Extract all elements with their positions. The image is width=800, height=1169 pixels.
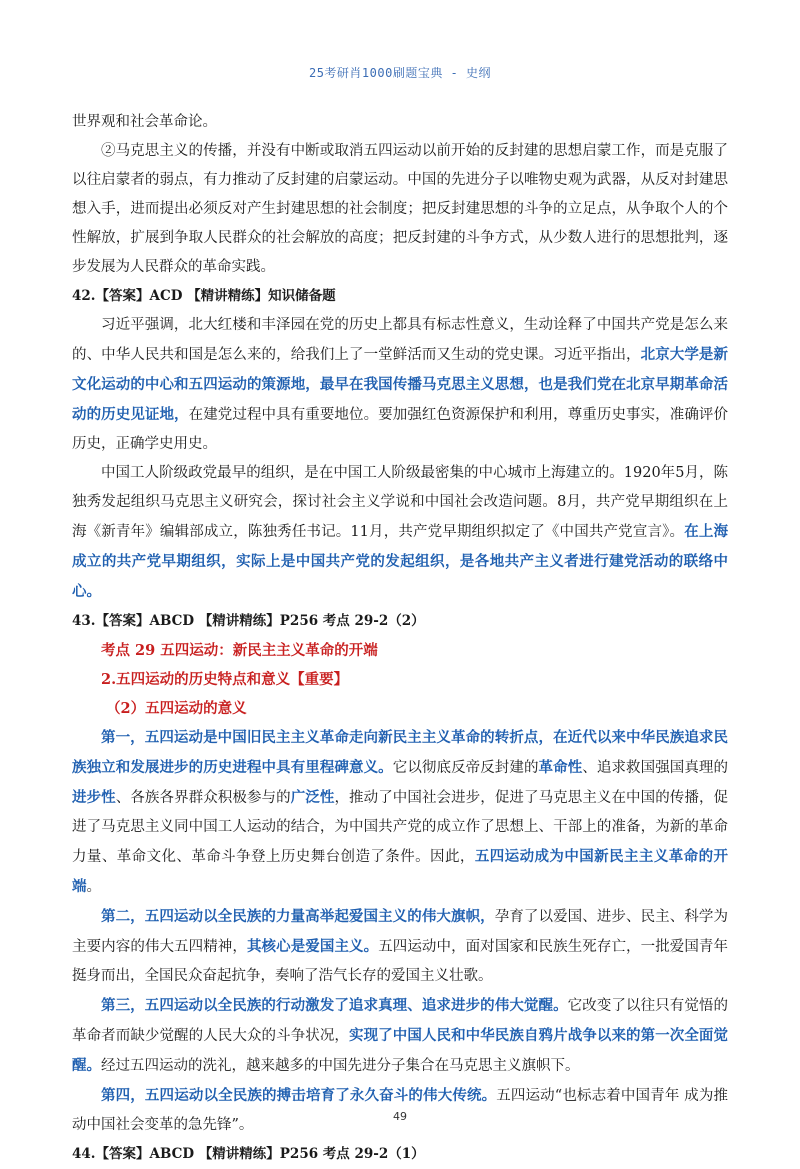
fourth-text: 五四运动“也标志着中国青年 成为推动中国社会变革的急先锋”。 — [72, 1088, 728, 1133]
first-highlight: 第一，五四运动是中国旧民主主义革命走向新民主主义革命的转折点，在近代以来中华民族追求民族独立和发展进步的历史进程中具有里程碑意义。 — [72, 729, 728, 776]
kaodian-29-title: 考点 29 五四运动：新民主主义革命的开端 — [101, 642, 378, 659]
keyword-progressive: 进步性 — [72, 789, 116, 806]
q42-paragraph-1 — [72, 311, 728, 459]
question-44-heading: 44.【答案】ABCD 【精讲精练】P256 考点 29-2（1） — [72, 1146, 425, 1162]
q42-p1-tail: 在建党过程中具有重要地位。要加强红色资源保护和利用，尊重历史事实，准确评价历史，正确学史用史。 — [72, 407, 729, 452]
first-text-4: ，推动了中国社会进步，促进了马克思主义在中国的传播，促进了马克思主义同中国工人运动的结合，为中国共产党的成立作了思想上、干部上的准备，为新的革命力量、革命文化、革命斗争登上历史舞台创造了条件。因此， — [72, 790, 729, 865]
fourth-highlight: 第四，五四运动以全民族的搏击培育了永久奋斗的伟大传统。 — [101, 1087, 497, 1104]
q42-p1-highlight: 北京大学是新文化运动的中心和五四运动的策源地，最早在我国传播马克思主义思想，也是我们党在北京早期革命活动的历史见证地， — [72, 346, 729, 423]
third-awakening: 实现了中国人民和中华民族自鸦片战争以来的第一次全面觉醒。 — [72, 1027, 729, 1074]
second-text-1: 孕育了以爱国、进步、民主、科学为主要内容的伟大五四精神， — [72, 909, 728, 955]
document-body — [72, 108, 728, 1169]
page-number: 49 — [393, 1110, 407, 1123]
second-highlight: 第二，五四运动以全民族的力量高举起爱国主义的伟大旗帜， — [101, 908, 495, 925]
q42-paragraph-2 — [72, 459, 728, 607]
keyword-extensive: 广泛性 — [290, 789, 335, 806]
first-end: 。 — [86, 879, 101, 895]
page-header: 25考研肖1000刷题宝典 - 史纲 — [308, 66, 492, 80]
second-text-2: 五四运动中，面对国家和民族生死存亡，一批爱国青年挺身而出，全国民众奋起抗争，奏响了浩气长存的爱国主义壮歌。 — [72, 939, 729, 984]
first-text-1: 它以彻底反帝反封建的 — [392, 760, 539, 776]
paragraph-continuation: 世界观和社会革命论。 — [72, 114, 217, 130]
significance-third — [72, 991, 728, 1081]
q42-p2-text: 中国工人阶级政党最早的组织，是在中国工人阶级最密集的中心城市上海建立的。1920年5月，陈独秀发起组织马克思主义研究会，探讨社会主义学说和中国社会改造问题。8月，共产党早期组织在上海《新青年》编辑部成立，陈独秀任书记。11月，共产党早期组织拟定了《中国共产党宣言》。 — [72, 465, 728, 540]
third-text-1: 它改变了以往只有觉悟的革命者而缺少觉醒的人民大众的斗争状况， — [72, 998, 729, 1044]
significance-second — [72, 902, 728, 991]
second-core: 其核心是爱国主义。 — [246, 938, 379, 955]
third-highlight: 第三，五四运动以全民族的行动激发了追求真理、追求进步的伟大觉醒。 — [101, 997, 568, 1014]
q42-p1-text: 习近平强调，北大红楼和丰泽园在党的历史上都具有标志性意义，生动诠释了中国共产党是怎么来的、中华人民共和国是怎么来的，给我们上了一堂鲜活而又生动的党史课。习近平指出， — [72, 317, 728, 363]
subsection-2-title: 2.五四运动的历史特点和意义【重要】 — [101, 671, 349, 688]
question-43-heading: 43.【答案】ABCD 【精讲精练】P256 考点 29-2（2） — [72, 613, 425, 629]
first-text-3: 、各族各界群众积极参与的 — [115, 790, 291, 806]
first-conclusion: 五四运动成为中国新民主主义革命的开端 — [72, 848, 729, 895]
significance-first — [72, 723, 728, 902]
keyword-revolutionary: 革命性 — [538, 759, 583, 776]
third-text-2: 经过五四运动的洗礼，越来越多的中国先进分子集合在马克思主义旗帜下。 — [101, 1058, 580, 1074]
subsection-2-2-title: （2）五四运动的意义 — [106, 700, 247, 717]
first-text-2: 、追求救国强国真理的 — [582, 760, 729, 776]
question-42-heading: 42.【答案】ACD 【精讲精练】知识储备题 — [72, 288, 336, 304]
q42-p2-highlight: 在上海成立的共产党早期组织，实际上是中国共产党的发起组织，是各地共产主义者进行建党活动的联络中心。 — [72, 523, 728, 600]
paragraph-marxism-spread: ②马克思主义的传播，并没有中断或取消五四运动以前开始的反封建的思想启蒙工作，而是克服了以往启蒙者的弱点，有力推动了反封建的启蒙运动。中国的先进分子以唯物史观为武器，从反对封建思想入手，进而提出必须反对产生封建思想的社会制度；把反封建思想的斗争的立足点，从争取个人的个性解放，扩展到争取人民群众的社会解放的高度；把反封建的斗争方式，从少数人进行的思想批判，逐步发展为人民群众的革命实践。 — [72, 143, 728, 275]
